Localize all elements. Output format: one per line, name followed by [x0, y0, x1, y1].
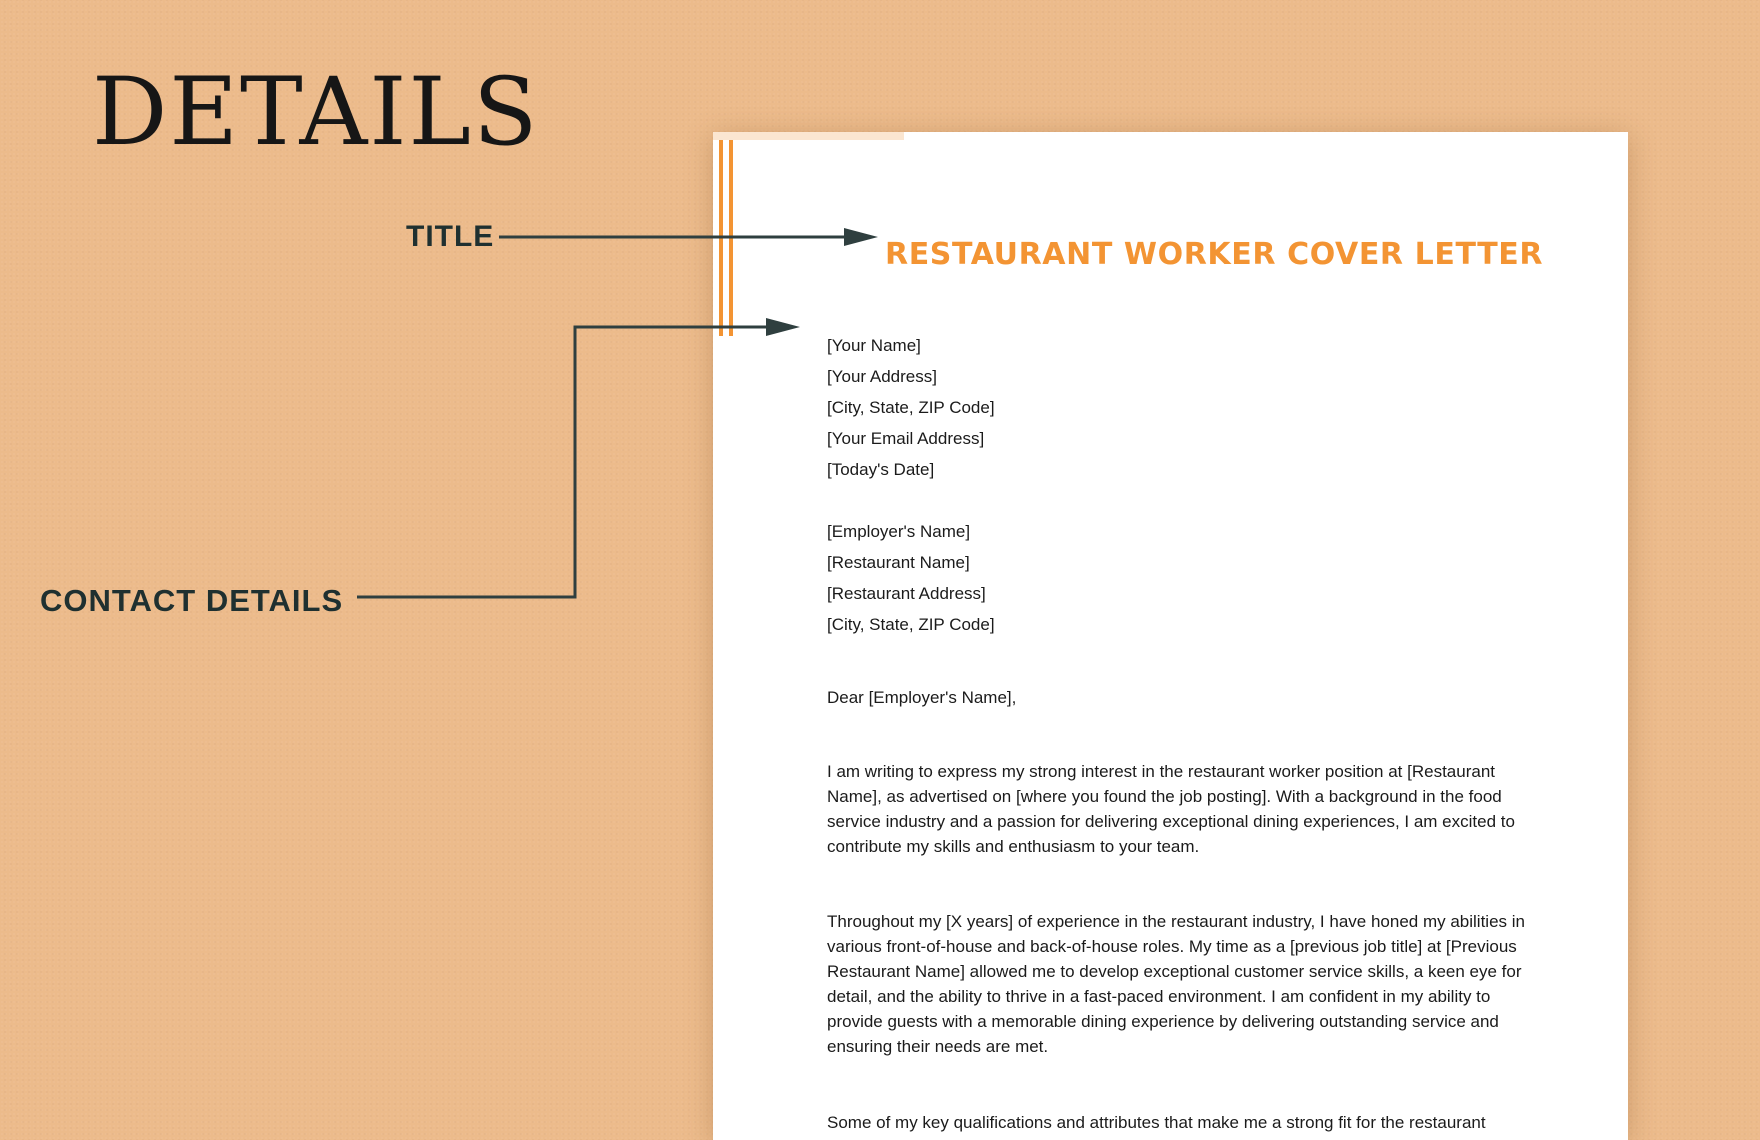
- title-arrow: [499, 228, 878, 246]
- title-callout-label: TITLE: [406, 220, 495, 253]
- contact-details-callout-label: CONTACT DETAILS: [40, 583, 344, 618]
- restaurant-address: [Restaurant Address]: [827, 584, 986, 603]
- letter-paragraph-intro: I am writing to express my strong interest in the restaurant worker position at [Restaurant Name], as advertised on [where you found the job posting]. With a background in the food service industry and a passion for delivering exceptional dining experiences, I am excited to contribute my skills and enthusiasm to your team.: [827, 762, 1515, 856]
- letter-greeting: Dear [Employer's Name],: [827, 688, 1017, 707]
- sender-contact-block: [827, 330, 995, 485]
- letter-title: RESTAURANT WORKER COVER LETTER: [885, 237, 1544, 272]
- restaurant-name: [Restaurant Name]: [827, 553, 970, 572]
- page-heading: DETAILS: [92, 58, 540, 167]
- letter-date: [Today's Date]: [827, 460, 935, 479]
- sender-address: [Your Address]: [827, 367, 937, 386]
- recipient-city-state-zip: [City, State, ZIP Code]: [827, 615, 995, 634]
- sender-name: [Your Name]: [827, 336, 921, 355]
- recipient-contact-block: [827, 516, 995, 640]
- employer-name: [Employer's Name]: [827, 522, 971, 541]
- letter-paragraph-experience: Throughout my [X years] of experience in the restaurant industry, I have honed my abilities in various front-of-house and back-of-house roles. My time as a [previous job title] at [Previous Restaurant Name] allowed me to develop exceptional customer service skills, a keen eye for detail, and the ability to thrive in a fast-paced environment. I am confident in my ability to provide guests with a memorable dining experience by delivering outstanding service and ensuring their needs are met.: [827, 912, 1525, 1056]
- contact-details-arrow: [357, 318, 800, 597]
- letter-paragraph-qualifications: Some of my key qualifications and attributes that make me a strong fit for the restaurant: [827, 1113, 1486, 1132]
- sender-email: [Your Email Address]: [827, 429, 985, 448]
- sender-city-state-zip: [City, State, ZIP Code]: [827, 398, 995, 417]
